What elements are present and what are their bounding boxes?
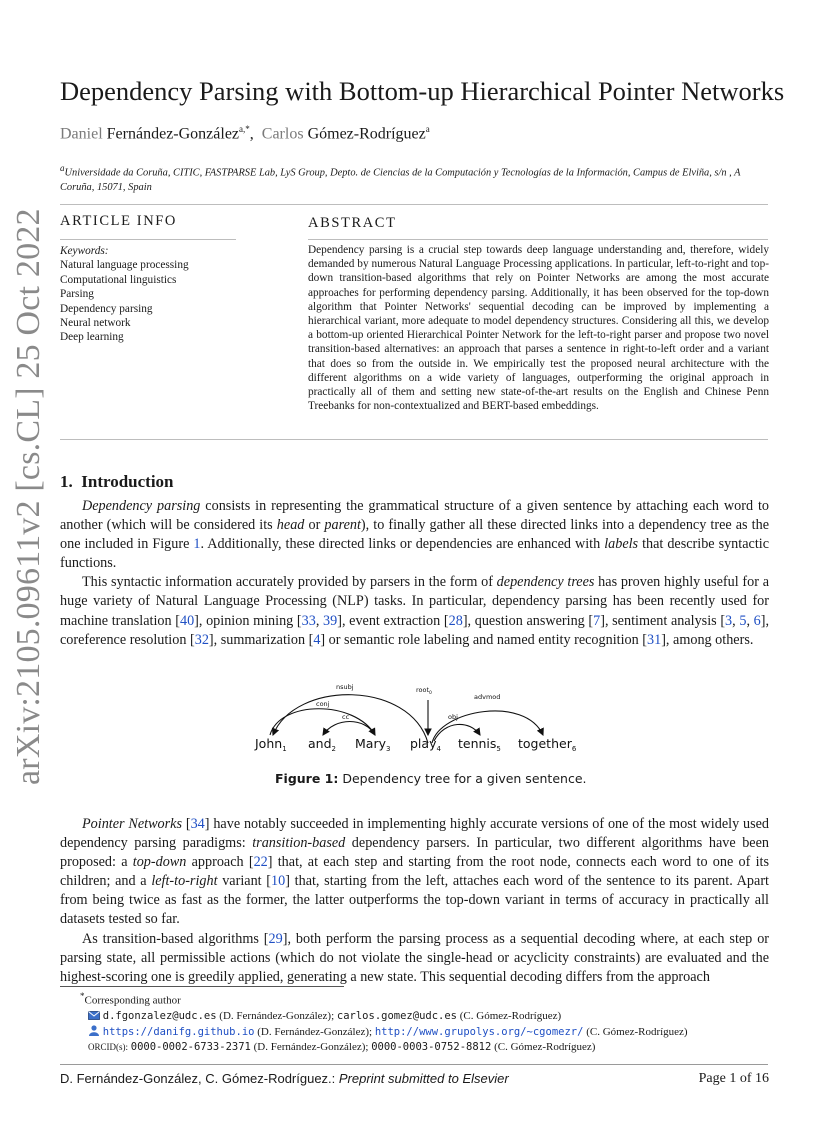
footnote-orcids — [80, 1040, 770, 1056]
text-run: , — [732, 612, 740, 629]
paragraph-4 — [60, 930, 769, 987]
text-run: has proven highly useful for a huge variety of Natural Language Processing (NLP) tasks. In particular, dependency parsing has been recently used for machine translation [ — [60, 574, 769, 629]
section-title: Introduction — [81, 472, 174, 491]
rule-article-info — [60, 239, 236, 240]
text-run: This syntactic information accurately provided by parsers in the form of — [82, 574, 497, 591]
label-cc: cc — [342, 713, 350, 721]
footnote-text: (C. Gómez-Rodríguez) — [491, 1041, 596, 1054]
intro-upper — [60, 497, 769, 650]
author-2-first: Carlos — [261, 125, 304, 143]
orcid-label: ORCID(s): — [88, 1042, 128, 1053]
arc-cc — [323, 722, 375, 736]
citation-link[interactable]: 22 — [253, 854, 268, 871]
paragraph-3 — [60, 815, 769, 930]
label-conj: conj — [316, 700, 330, 708]
text-run: consists in representing the grammatical structure of a given sentence by attaching each word to another (which will be considered its — [60, 498, 770, 534]
section-heading — [60, 472, 174, 492]
rule-bottom — [60, 439, 768, 440]
term: Pointer Networks — [82, 816, 182, 832]
footer-rule — [60, 1064, 768, 1065]
footnote-text: Corresponding author — [84, 994, 181, 1007]
label-root: root$_0$ — [416, 686, 432, 696]
page-number: Page 1 of 16 — [698, 1071, 769, 1086]
author-2-sup: a — [425, 124, 430, 134]
footnote-corresponding — [80, 989, 770, 1009]
email-link[interactable]: d.fgonzalez@udc.es — [102, 1010, 217, 1023]
term: transition-based — [252, 835, 346, 852]
term: left-to-right — [151, 873, 218, 890]
citation-link[interactable]: 10 — [271, 873, 286, 890]
text-run: [ — [182, 816, 191, 832]
citation-link[interactable]: 39 — [323, 612, 338, 629]
url-link[interactable]: http://www.grupolys.org/~cgomezr/ — [374, 1025, 584, 1038]
text-run: ), to finally gather all these directed links into a dependency tree as the one included in Figure — [60, 517, 769, 553]
keyword-item: Computational linguistics — [60, 273, 177, 286]
affiliation-sup: a — [60, 163, 65, 173]
text-run: ], opinion mining [ — [194, 612, 302, 629]
rule-abstract — [308, 239, 768, 240]
text-run: , — [746, 612, 754, 629]
label-obj: obj — [448, 713, 458, 721]
author-2-last: Gómez-Rodríguez — [307, 125, 426, 143]
text-run: dependency parsers. In particular, two different algorithms have been proposed: a — [60, 835, 769, 871]
rule-top — [60, 204, 768, 205]
envelope-icon — [88, 1011, 100, 1020]
dependency-tree-figure — [240, 675, 600, 765]
footer-authors: D. Fernández-González, C. Gómez-Rodríguez.: — [60, 1071, 339, 1086]
citation-link[interactable]: 6 — [753, 612, 761, 629]
text-run: ], event extraction [ — [337, 612, 449, 629]
citation-link[interactable]: 34 — [190, 816, 205, 832]
label-nsubj: nsubj — [336, 683, 354, 691]
footer-left — [60, 1071, 509, 1086]
text-run: ], question answering [ — [462, 612, 594, 629]
author-1-sup: a,* — [239, 124, 250, 134]
word-token: play$_4$ — [410, 736, 441, 753]
footnote-text: (C. Gómez-Rodríguez) — [583, 1025, 688, 1038]
footnote-text: (D. Fernández-González); — [216, 1010, 337, 1023]
term: top-down — [132, 854, 187, 871]
abstract-heading: ABSTRACT — [308, 215, 397, 231]
word-token: Mary$_3$ — [355, 736, 391, 753]
email-link[interactable]: carlos.gomez@udc.es — [336, 1010, 457, 1023]
term: Dependency parsing — [82, 498, 201, 514]
term: head — [276, 517, 305, 534]
keyword-item: Deep learning — [60, 331, 124, 344]
section-number: 1. — [60, 472, 73, 491]
figure-caption-label: Figure 1: — [275, 771, 339, 786]
footnote-text: (D. Fernández-González); — [250, 1041, 372, 1054]
citation-link[interactable]: 33 — [301, 612, 316, 629]
keyword-item: Neural network — [60, 317, 131, 330]
affiliation — [60, 161, 770, 195]
text-run: . Additionally, these directed links or dependencies are enhanced with — [200, 536, 605, 553]
text-run: approach [ — [186, 854, 254, 871]
arc-conj — [270, 709, 375, 735]
keyword-item: Parsing — [60, 288, 94, 301]
word-token: together$_6$ — [518, 736, 577, 753]
text-run: that describe syntactic functions. — [60, 536, 769, 572]
footer-status: Preprint submitted to Elsevier — [338, 1071, 509, 1086]
term: dependency trees — [496, 574, 595, 591]
term: parent — [324, 517, 361, 534]
orcid-id: 0000-0003-0752-8812 — [371, 1041, 492, 1054]
text-run: ], both perform the parsing process as a sequential decoding where, at each step or parsing state, all permissible actions (which do not violate the single-head or acyclicity constraints) are evaluated and the highest-scoring one is greedily applied, generating a new state. This sequential decoding differs from the approach — [60, 930, 770, 985]
term: labels — [604, 536, 639, 553]
footnotes — [80, 989, 770, 1056]
footnote-text: (D. Fernández-González); — [254, 1025, 375, 1038]
text-run: ], sentiment analysis [ — [600, 612, 726, 629]
citation-link[interactable]: 5 — [739, 612, 747, 629]
person-icon — [88, 1025, 100, 1036]
text-run: As transition-based algorithms [ — [82, 930, 269, 947]
footnote-urls — [80, 1025, 770, 1041]
keyword-item: Dependency parsing — [60, 302, 153, 315]
keywords-block — [60, 244, 260, 345]
citation-link[interactable]: 29 — [268, 930, 283, 947]
figure-caption — [275, 771, 586, 786]
label-advmod: advmod — [474, 693, 501, 701]
article-info-heading: ARTICLE INFO — [60, 213, 178, 229]
citation-link[interactable]: 28 — [448, 612, 463, 629]
citation-link[interactable]: 3 — [725, 612, 733, 629]
affiliation-text: Universidade da Coruña, CITIC, FASTPARSE Lab, LyS Group, Depto. de Ciencias de la Computación y Tecnologías de la Información, Campus de Elviña, s/n , A Coruña, 15071, Spain — [60, 167, 741, 193]
text-run: , — [315, 612, 324, 629]
intro-lower — [60, 815, 769, 987]
word-token: John$_1$ — [255, 736, 287, 753]
citation-link[interactable]: 40 — [179, 612, 195, 629]
authors-line: Daniel Fernández-González$^{a,*}$, Carlos Gómez-Rodríguez$^a$ — [60, 124, 430, 143]
word-token: tennis$_5$ — [458, 736, 501, 753]
footnote-rule — [60, 986, 344, 987]
citation-link[interactable]: 32 — [194, 631, 209, 648]
text-run: variant [ — [217, 873, 272, 890]
footnote-mark: * — [80, 991, 85, 1001]
text-run: ], summarization [ — [208, 631, 314, 648]
paragraph-1 — [60, 497, 769, 573]
text-run: ] that, starting from the left, attaches each word of the sentence to its parent. Apart from being twice as fast as the former, the latter outperforms the top-down variant in terms of accuracy in practically all datasets tested so far. — [60, 873, 769, 928]
text-run: ] have notably succeeded in implementing highly accurate versions of one of the most widely used dependency parsing paradigms: — [60, 816, 770, 852]
text-run: or — [304, 517, 325, 534]
text-run: ] or semantic role labeling and named entity recognition [ — [320, 631, 648, 648]
keywords-label: Keywords: — [60, 245, 109, 257]
text-run: ], coreference resolution [ — [60, 612, 770, 648]
citation-link[interactable]: 7 — [593, 612, 601, 629]
author-1-last: Fernández-González — [106, 125, 240, 143]
arc-nsubj — [273, 695, 428, 743]
figure-caption-text: Dependency tree for a given sentence. — [338, 771, 587, 786]
orcid-id: 0000-0002-6733-2371 — [130, 1041, 251, 1054]
url-link[interactable]: https://danifg.github.io — [102, 1025, 255, 1038]
abstract-text: Dependency parsing is a crucial step towards deep language understanding and, therefore, widely demanded by numerous Natural Language Processing applications. In particular, left-to-right and top-down transition-based algorithms that rely on Pointer Networks are among the most accurate approaches for performing dependency parsing. Additionally, it has been observed for the top-down algorithm that Pointer Networks' sequential decoding can be improved by implementing a hierarchical variant, more adequate to model dependency structures. Considering all this, we develop a bottom-up oriented Hierarchical Pointer Network for the left-to-right parser and propose two novel transition-based alternatives: an approach that parses a sentence in right-to-left order and a variant that does so from the outside in. We empirically test the proposed neural architecture with the different algorithms on a wide variety of languages, outperforming the original approach in practically all of them and setting new state-of-the-art results on the English and Chinese Penn Treebanks for non-contextualized and BERT-based embeddings. — [308, 244, 769, 413]
author-1-first: Daniel — [60, 125, 103, 143]
word-token: and$_2$ — [308, 736, 336, 753]
footnote-emails — [80, 1009, 770, 1025]
text-run: ], among others. — [661, 631, 754, 648]
figure-ref-link[interactable]: 1 — [193, 536, 201, 553]
text-run: ] that, at each step and starting from the root node, connects each word to one of its children; and a — [60, 854, 770, 890]
keyword-item: Natural language processing — [60, 259, 189, 272]
arxiv-side-label: arXiv:2105.09611v2 [cs.CL] 25 Oct 2022 — [10, 208, 47, 785]
paragraph-2 — [60, 573, 769, 649]
paper-title: Dependency Parsing with Bottom-up Hierarchical Pointer Networks — [60, 76, 785, 106]
citation-link[interactable]: 4 — [313, 631, 321, 648]
citation-link[interactable]: 31 — [647, 631, 662, 648]
footnote-text: (C. Gómez-Rodríguez) — [457, 1010, 562, 1023]
